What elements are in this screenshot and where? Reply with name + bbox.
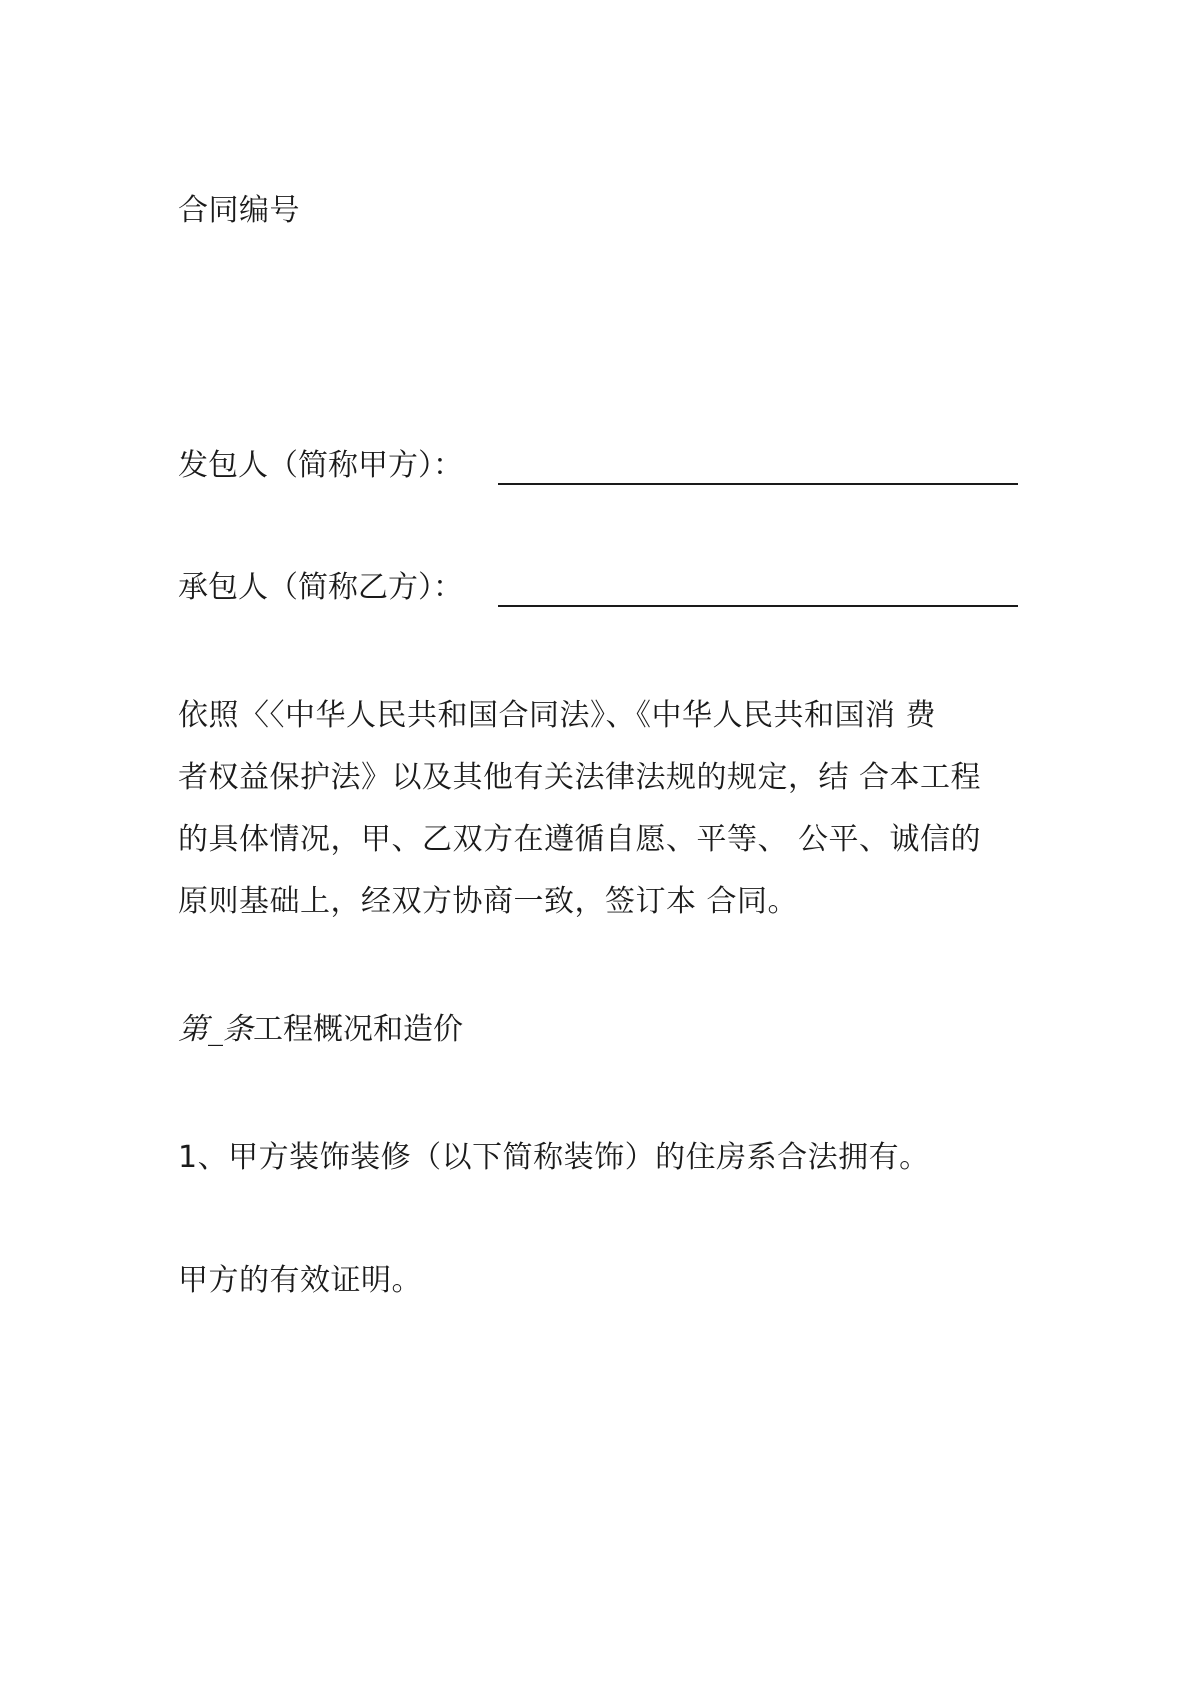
- preamble-line: 依照〈〈中华人民共和国合同法》、《中华人民共和国消 费: [178, 698, 937, 733]
- preamble-line: 者权益保护法》以及其他有关法律法规的规定，结 合本工程: [178, 760, 982, 795]
- article-title: 工程概况和造价: [253, 1012, 463, 1047]
- contractor-field: [178, 570, 1018, 614]
- preamble-line: 原则基础上，经双方协商一致，签订本 合同。: [178, 884, 799, 919]
- preamble-line: 的具体情况，甲、乙双方在遵循自愿、平等、 公平、诚信的: [178, 822, 982, 857]
- article-heading: [178, 1012, 463, 1048]
- employer-field: [178, 448, 1018, 492]
- contractor-blank-line[interactable]: [498, 605, 1018, 607]
- employer-label: 发包人（简称甲方）：: [178, 448, 463, 483]
- clause-item-2: 甲方的有效证明。: [178, 1263, 422, 1298]
- article-number: 第_条: [178, 1012, 253, 1047]
- employer-blank-line[interactable]: [498, 483, 1018, 485]
- contract-number-label: 合同编号: [178, 193, 300, 228]
- clause-item-1: 1、甲方装饰装修（以下简称装饰）的住房系合法拥有。: [178, 1140, 930, 1175]
- contractor-label: 承包人（简称乙方）：: [178, 570, 463, 605]
